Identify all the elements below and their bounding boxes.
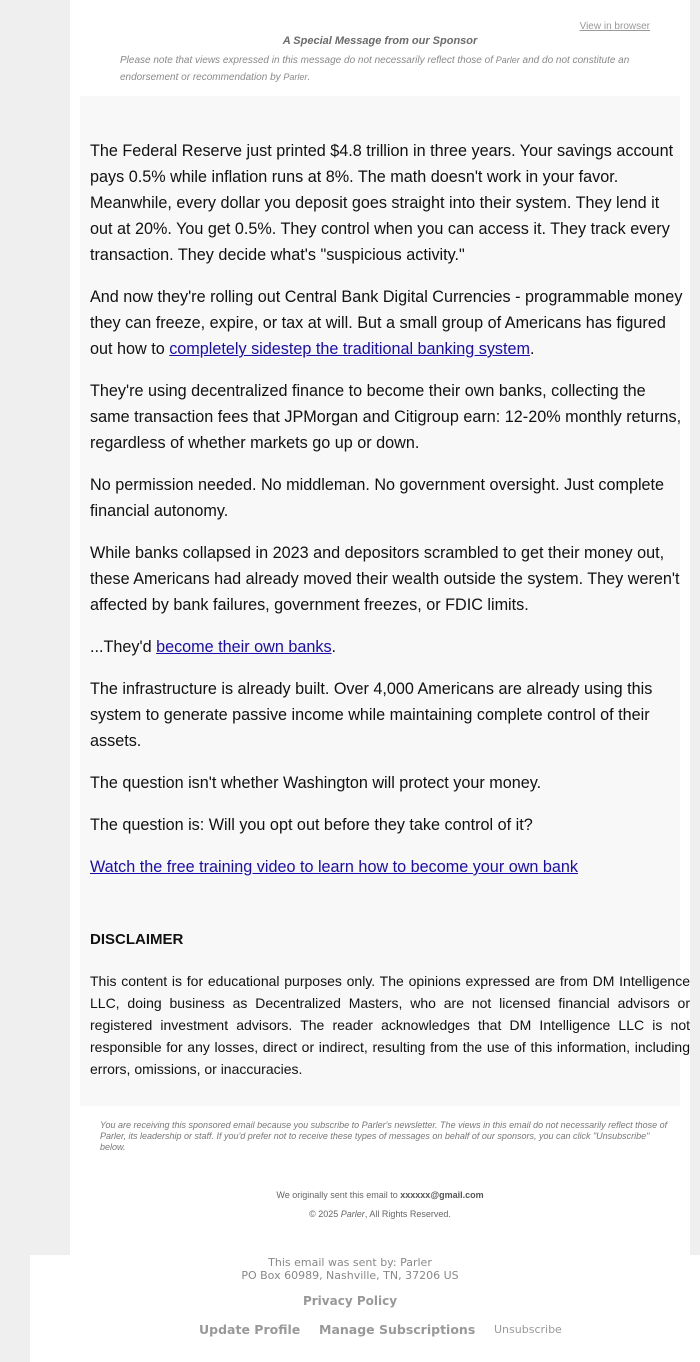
view-in-browser-link[interactable]: View in browser bbox=[579, 21, 650, 32]
recipient-email: xxxxxx@gmail.com bbox=[400, 1190, 484, 1200]
copyright-pre: © 2025 bbox=[309, 1209, 341, 1219]
mailing-address: PO Box 60989, Nashville, TN, 37206 US bbox=[241, 1269, 459, 1282]
sponsor-note-end: . bbox=[307, 72, 311, 83]
paragraph-8: The question isn't whether Washington will protect your money. bbox=[90, 774, 542, 792]
unsubscribe-link[interactable]: Unsubscribe bbox=[494, 1323, 562, 1336]
paragraph-2 bbox=[90, 284, 686, 362]
paragraph-2-text: And now they're rolling out Central Bank Digital Currencies - programmable money they can freeze, expire, or tax at will. But a small group of Americans has figured out how to bbox=[90, 288, 683, 358]
sponsored-notice: You are receiving this sponsored email because you subscribe to Parler's newsletter. The views in this email do not necessarily reflect those of Parler, its leadership or staff. If you'd prefer not to receive these types of messages on behalf of our sponsors, you can click "Unsubscribe" below. bbox=[100, 1120, 668, 1152]
paragraph-7: The infrastructure is already built. Over 4,000 Americans are already using this system to generate passive income while maintaining complete control of their assets. bbox=[90, 680, 653, 750]
disclaimer-text: This content is for educational purposes only. The opinions expressed are from DM Intelligence LLC, doing business as Decentralized Masters, who are not licensed financial advisors or registered investment advisors. The reader acknowledges that DM Intelligence LLC is not responsible for any losses, direct or indirect, resulting from the use of this information, including errors, omissions, or inaccuracies. bbox=[90, 973, 690, 1077]
sponsor-note-brand: Parler bbox=[495, 55, 520, 65]
paragraph-6 bbox=[90, 634, 686, 660]
update-profile-link[interactable]: Update Profile bbox=[199, 1322, 301, 1337]
paragraph-2-end: . bbox=[530, 340, 535, 358]
copyright-brand: Parler bbox=[340, 1209, 365, 1219]
paragraph-4: No permission needed. No middleman. No government oversight. Just complete financial autonomy. bbox=[90, 476, 665, 520]
copyright bbox=[70, 1209, 690, 1219]
sponsor-note bbox=[120, 52, 630, 86]
own-banks-link[interactable]: become their own banks bbox=[156, 638, 332, 656]
paragraph-6-end: . bbox=[331, 638, 337, 656]
email-card bbox=[70, 0, 690, 1255]
sent-by: This email was sent by: Parler bbox=[268, 1256, 432, 1269]
copyright-post: , All Rights Reserved. bbox=[364, 1209, 451, 1219]
manage-subscriptions-link[interactable]: Manage Subscriptions bbox=[319, 1322, 476, 1337]
privacy-policy-link[interactable]: Privacy Policy bbox=[302, 1294, 398, 1308]
disclaimer-heading: DISCLAIMER bbox=[90, 931, 184, 948]
sent-to-label: We originally sent this email to bbox=[276, 1190, 401, 1200]
sidestep-banking-link[interactable]: completely sidestep the traditional banking system bbox=[169, 340, 531, 358]
paragraph-3: They're using decentralized finance to become their own banks, collecting the same transaction fees that JPMorgan and Citigroup earn: 12-20% monthly returns, regardless of whether markets go up or down. bbox=[90, 382, 682, 452]
sent-to-line bbox=[70, 1190, 690, 1200]
paragraph-9: The question is: Will you opt out before they take control of it? bbox=[90, 816, 533, 834]
paragraph-6-text: ...They'd bbox=[90, 638, 157, 656]
message-content bbox=[80, 96, 690, 1106]
sponsor-note-part1: Please note that views expressed in this message do not necessarily reflect those of bbox=[120, 55, 496, 66]
sponsor-note-part2: and do not constitute an endorsement or recommendation by bbox=[120, 55, 630, 83]
email-footer bbox=[30, 1255, 700, 1362]
sponsor-title: A Special Message from our Sponsor bbox=[282, 35, 478, 47]
sponsor-note-brand-2: Parler bbox=[283, 72, 308, 82]
paragraph-5: While banks collapsed in 2023 and depositors scrambled to get their money out, these Americans had already moved their wealth outside the system. They weren't affected by bank failures, government freezes, or FDIC limits. bbox=[90, 544, 680, 614]
paragraph-1: The Federal Reserve just printed $4.8 trillion in three years. Your savings account pays 0.5% while inflation runs at 8%. The math doesn't work in your favor. Meanwhile, every dollar you deposit goes straight into their system. They lend it out at 20%. You get 0.5%. They control when you can access it. They track every transaction. They decide what's "suspicious activity." bbox=[90, 142, 674, 264]
training-video-link[interactable]: Watch the free training video to learn how to become your own bank bbox=[90, 858, 578, 876]
